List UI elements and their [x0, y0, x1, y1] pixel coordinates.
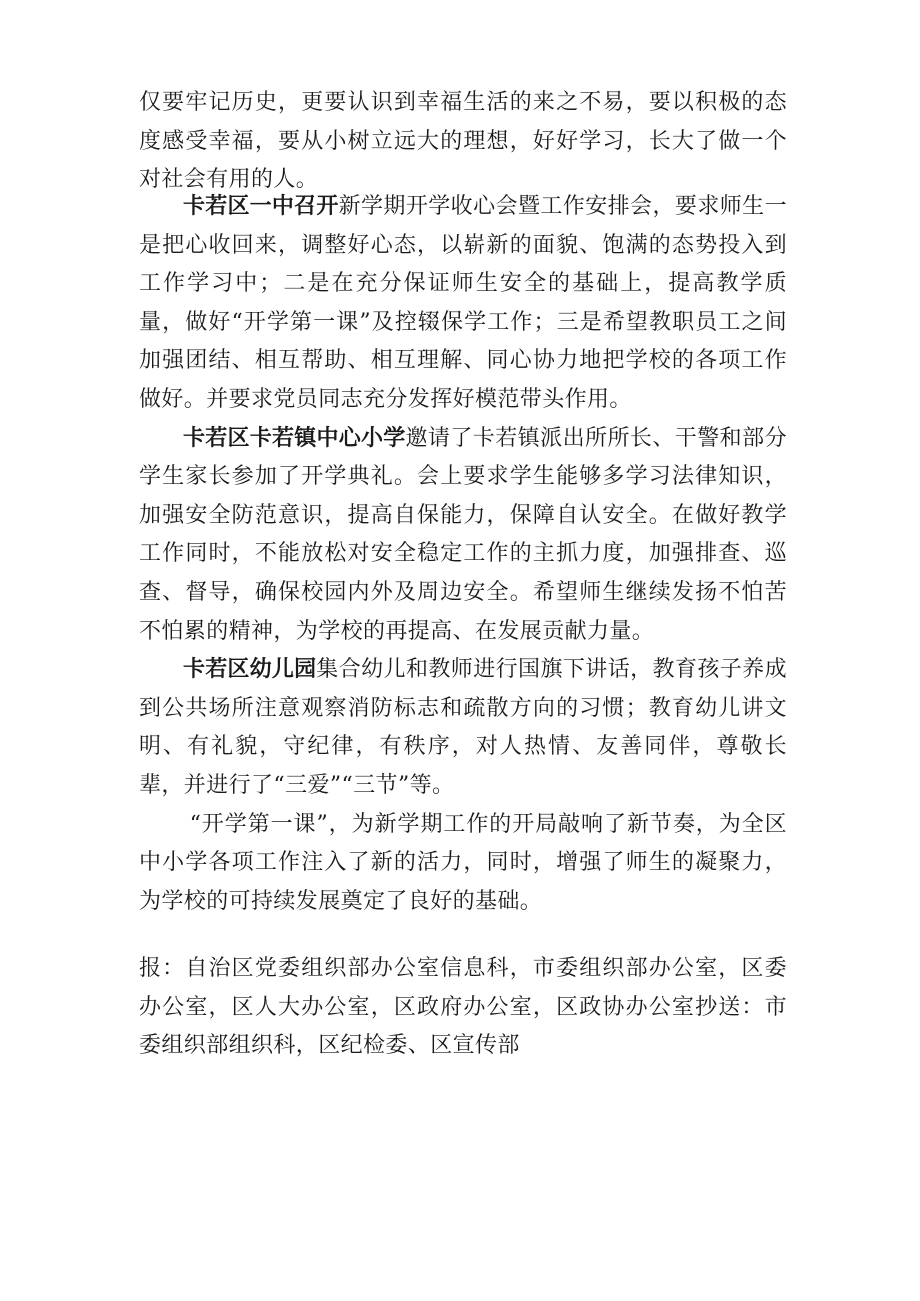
distribution-footer [139, 950, 787, 1066]
paragraph-lead-school-one: 卡若区一中召开 [183, 194, 339, 219]
paragraph-text-kindergarten: 集合幼儿和教师进行国旗下讲话，教育孩子养成到公共场所注意观察消防标志和疏散方向的习惯；教育幼儿讲文明、有礼貌，守纪律，有秩序，对人热情、友善同伴，尊敬长辈，并进行了“三爱”“三节”等。 [139, 657, 787, 798]
distribution-list: 报：自治区党委组织部办公室信息科，市委组织部办公室，区委办公室，区人大办公室，区政府办公室，区政协办公室抄送：市委组织部组织科，区纪检委、区宣传部 [139, 956, 787, 1059]
paragraph-town-primary-school [139, 420, 787, 652]
closing-paragraph: “开学第一课”，为新学期工作的开局敲响了新节奏，为全区中小学各项工作注入了新的活力，同时，增强了师生的凝聚力，为学校的可持续发展奠定了良好的基础。 [139, 811, 787, 914]
paragraph-school-one [139, 188, 787, 420]
paragraph-lead-kindergarten: 卡若区幼儿园 [183, 657, 317, 683]
intro-continuation-paragraph: 仅要牢记历史，更要认识到幸福生活的来之不易，要以积极的态度感受幸福，要从小树立远大的理想，好好学习，长大了做一个对社会有用的人。 [139, 90, 787, 193]
paragraph-text-school-one: 新学期开学收心会暨工作安排会，要求师生一是把心收回来，调整好心态，以崭新的面貌、饱满的态势投入到工作学习中；二是在充分保证师生安全的基础上，提高教学质量，做好“开学第一课”及控辍保学工作；三是希望教职员工之间加强团结、相互帮助、相互理解、同心协力地把学校的各项工作做好。并要求党员同志充分发挥好模范带头作用。 [139, 194, 787, 412]
paragraph-lead-town-primary-school: 卡若区卡若镇中心小学 [183, 425, 406, 451]
intro-block [139, 84, 787, 200]
body-paragraphs [139, 188, 787, 921]
paragraph-text-town-primary-school: 邀请了卡若镇派出所所长、干警和部分学生家长参加了开学典礼。会上要求学生能够多学习法律知识，加强安全防范意识，提高自保能力，保障自认安全。在做好教学工作同时，不能放松对安全稳定工作的主抓力度，加强排查、巡查、督导，确保校园内外及周边安全。希望师生继续发扬不怕苦不怕累的精神，为学校的再提高、在发展贡献力量。 [139, 425, 787, 644]
paragraph-kindergarten [139, 651, 787, 805]
